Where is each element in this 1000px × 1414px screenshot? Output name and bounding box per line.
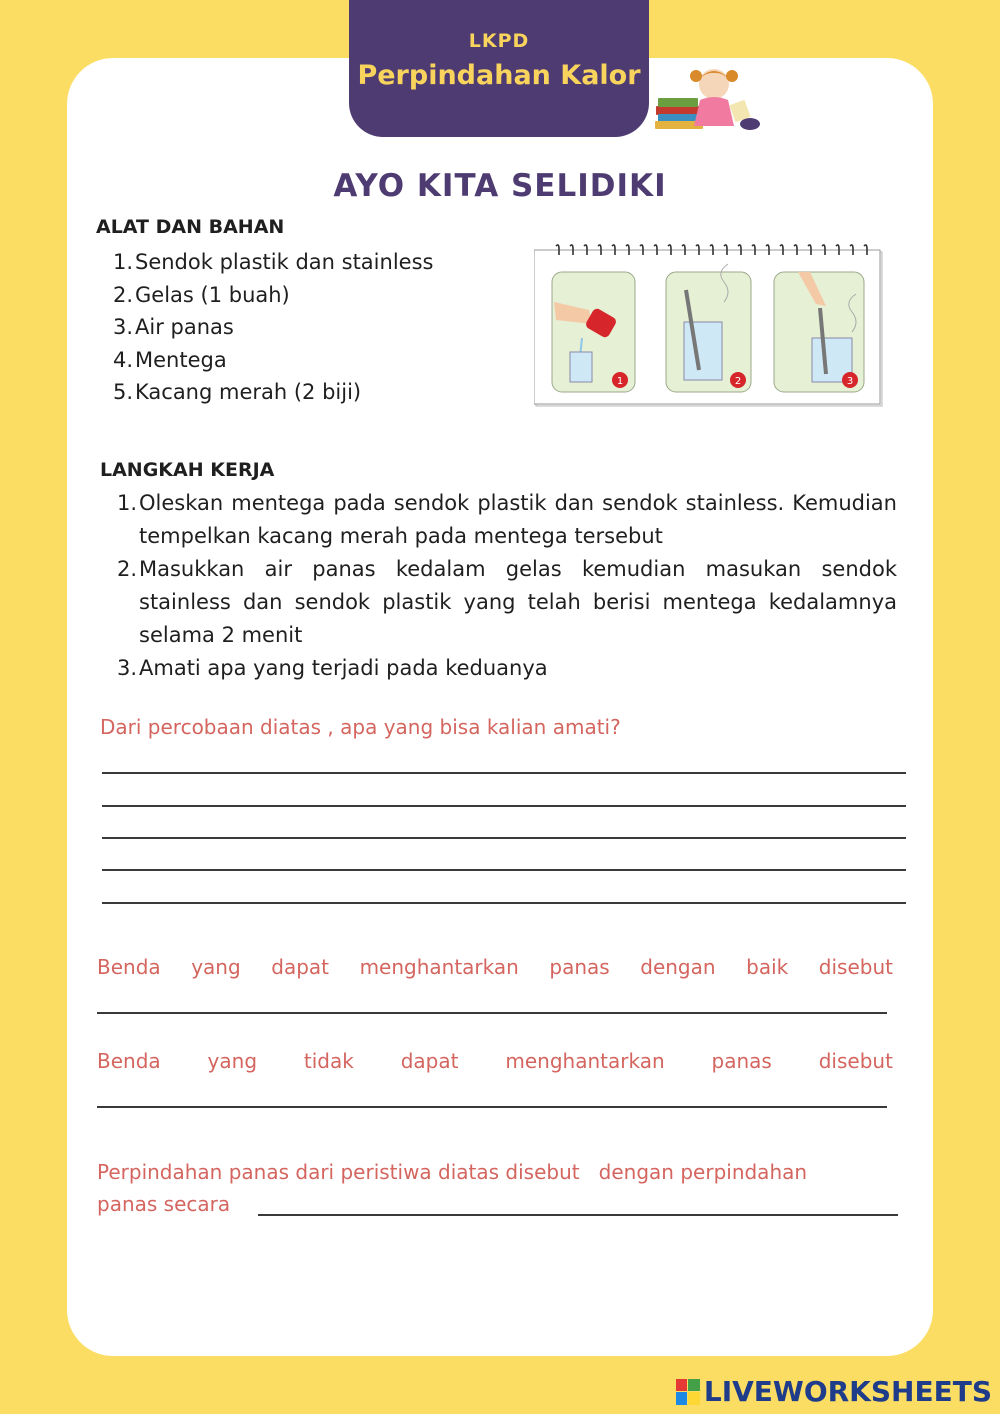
question-observation: Dari percobaan diatas , apa yang bisa kalian amati? xyxy=(100,715,621,739)
list-item: 3. Air panas xyxy=(113,315,234,339)
panel-number: 3 xyxy=(846,376,854,387)
answer-line[interactable] xyxy=(102,772,906,774)
question-heat-transfer: Perpindahan panas dari peristiwa diatas disebut dengan perpindahan xyxy=(97,1160,808,1184)
answer-line[interactable] xyxy=(102,805,906,807)
list-item: 5. Kacang merah (2 biji) xyxy=(113,380,362,404)
panel-number: 1 xyxy=(616,376,624,387)
answer-line[interactable] xyxy=(258,1214,898,1216)
tools-title: ALAT DAN BAHAN xyxy=(96,216,285,238)
list-item: 3. Amati apa yang terjadi pada keduanya xyxy=(117,656,548,680)
tools-list xyxy=(113,246,433,409)
list-item: 2. Masukkan air panas kedalam gelas kemudian masukan sendok stainless dan sendok plastik yang telah berisi mentega kedalamnya selama 2 menit xyxy=(117,557,897,647)
list-item: 1. Sendok plastik dan stainless xyxy=(113,250,434,274)
answer-line[interactable] xyxy=(102,837,906,839)
question-good-conductor: Benda yang dapat menghantarkan panas dengan baik disebut xyxy=(97,955,893,979)
panel-number: 2 xyxy=(734,376,742,387)
liveworksheets-logo: LIVEWORKSHEETS xyxy=(676,1375,992,1408)
answer-line[interactable] xyxy=(97,1106,887,1108)
list-item: 1. Oleskan mentega pada sendok plastik dan sendok stainless. Kemudian tempelkan kacang merah pada mentega tersebut xyxy=(117,491,897,548)
liveworksheets-logo-icon xyxy=(676,1379,700,1405)
experiment-illustration xyxy=(534,242,884,408)
list-item: 2. Gelas (1 buah) xyxy=(113,282,290,307)
answer-line[interactable] xyxy=(102,902,906,904)
question-insulator: Benda yang tidak dapat menghantarkan panas disebut xyxy=(97,1049,893,1073)
answer-line[interactable] xyxy=(97,1012,887,1014)
answer-line[interactable] xyxy=(102,869,906,871)
girl-reading-illustration xyxy=(652,58,768,136)
page-heading: AYO KITA SELIDIKI xyxy=(333,168,667,204)
header-tab xyxy=(349,0,649,137)
header-subtitle: LKPD xyxy=(468,30,530,52)
steps-list xyxy=(117,487,897,685)
header-title: Perpindahan Kalor xyxy=(357,60,641,91)
list-item: 4. Mentega xyxy=(113,347,227,372)
question-heat-transfer-cont: panas secara xyxy=(97,1192,231,1216)
steps-title: LANGKAH KERJA xyxy=(100,459,275,481)
